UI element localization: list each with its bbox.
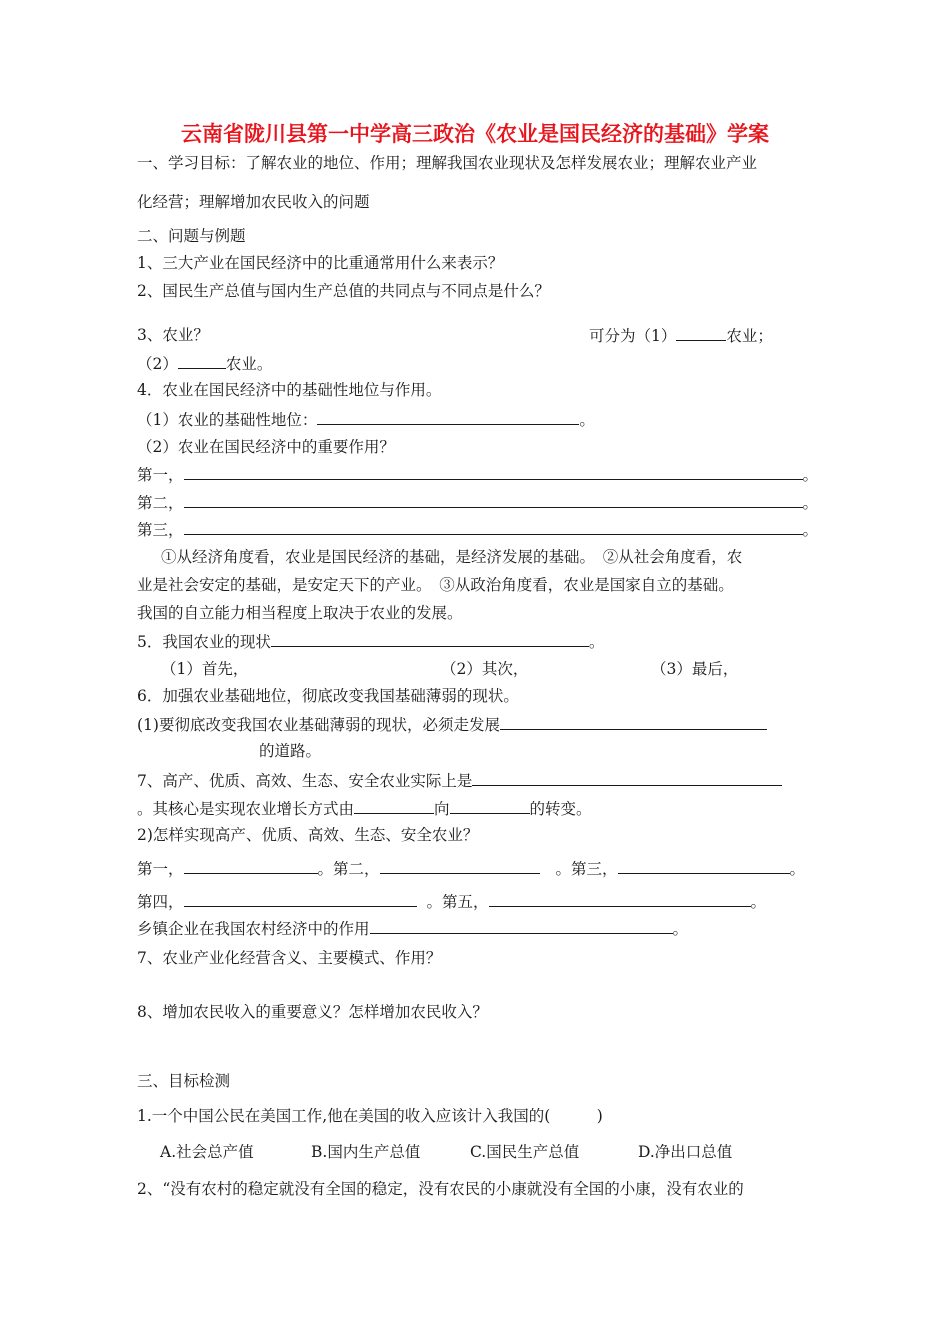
fill-blank[interactable] [184, 891, 417, 907]
fill-blank[interactable] [184, 858, 318, 874]
text: 5．我国农业的现状 [137, 633, 271, 651]
objectives-line-2: 化经营；理解增加农民收入的问题 [137, 193, 370, 211]
explanation-line-2: 业是社会安定的基础，是安定天下的产业。 ③从政治角度看，农业是国家自立的基础。 [137, 576, 734, 594]
option-a[interactable]: A.社会总产值 [160, 1143, 254, 1161]
text: 。第五， [426, 893, 489, 911]
test-question-1: 1.一个中国公民在美国工作,他在美国的收入应该计入我国的( ) [137, 1107, 603, 1125]
text: 。 [802, 466, 819, 484]
township-enterprise [137, 918, 688, 939]
objectives-line-1: 一、学习目标：了解农业的地位、作用；理解我国农业现状及怎样发展农业；理解农业产业 [137, 154, 758, 172]
text: 农业； [726, 327, 773, 345]
role-third [137, 519, 818, 540]
text: 7、高产、优质、高效、生态、安全农业实际上是 [137, 772, 473, 790]
text: （1）农业的基础性地位： [137, 411, 318, 429]
text: 第四， [137, 893, 184, 911]
question-7-core [137, 798, 592, 819]
text: 可分为（1） [589, 327, 677, 345]
question-7-industrialization: 7、农业产业化经营含义、主要模式、作用？ [137, 949, 442, 967]
approach-row-2 [137, 891, 766, 912]
fill-blank[interactable] [676, 325, 726, 341]
question-1: 1、三大产业在国民经济中的比重通常用什么来表示？ [137, 254, 504, 272]
text: 。 [802, 521, 819, 539]
question-6-1-end: 的道路。 [259, 742, 322, 760]
question-7-2: 2)怎样实现高产、优质、高效、生态、安全农业？ [137, 826, 479, 844]
approach-row-1 [137, 858, 805, 879]
question-6: 6．加强农业基础地位，彻底改变我国基础薄弱的现状。 [137, 687, 519, 705]
question-3-classification [589, 325, 773, 346]
text: 。 [802, 494, 819, 512]
fill-blank[interactable] [354, 798, 434, 814]
question-4-1 [137, 409, 595, 430]
question-5-3: （3）最后， [651, 660, 739, 678]
question-5-1: （1）首先， [161, 660, 249, 678]
fill-blank[interactable] [489, 891, 751, 907]
document-title: 云南省陇川县第一中学高三政治《农业是国民经济的基础》学案 [181, 122, 769, 146]
question-8: 8、增加农民收入的重要意义？怎样增加农民收入？ [137, 1003, 488, 1021]
text: 。 [750, 893, 767, 911]
question-6-1 [137, 714, 767, 735]
text: 第三， [137, 521, 184, 539]
text: 乡镇企业在我国农村经济中的作用 [137, 920, 370, 938]
fill-blank[interactable] [317, 409, 579, 425]
fill-blank[interactable] [450, 798, 530, 814]
text: 。第三， [555, 860, 618, 878]
question-3-line-2 [137, 353, 272, 374]
text: 第二， [137, 494, 184, 512]
question-2: 2、国民生产总值与国内生产总值的共同点与不同点是什么？ [137, 282, 550, 300]
option-c[interactable]: C.国民生产总值 [470, 1143, 580, 1161]
question-7 [137, 770, 782, 791]
text: 。 [588, 633, 605, 651]
explanation-line-1: ①从经济角度看，农业是国民经济的基础，是经济发展的基础。 ②从社会角度看，农 [161, 548, 743, 566]
fill-blank[interactable] [370, 918, 673, 934]
fill-blank[interactable] [618, 858, 790, 874]
text: (1)要彻底改变我国农业基础薄弱的现状，必须走发展 [137, 716, 500, 734]
question-4: 4．农业在国民经济中的基础性地位与作用。 [137, 381, 442, 399]
fill-blank[interactable] [500, 714, 767, 730]
text: 。其核心是实现农业增长方式由 [137, 800, 355, 818]
question-4-2: （2）农业在国民经济中的重要作用？ [137, 438, 395, 456]
fill-blank[interactable] [472, 770, 782, 786]
question-5-2: （2）其次， [441, 660, 529, 678]
section-3-heading: 三、目标检测 [137, 1072, 231, 1090]
text: 。 [672, 920, 689, 938]
text: 。 [789, 860, 806, 878]
explanation-line-3: 我国的自立能力相当程度上取决于农业的发展。 [137, 604, 463, 622]
fill-blank[interactable] [184, 492, 803, 508]
question-5 [137, 631, 604, 652]
fill-blank[interactable] [380, 858, 540, 874]
text: （2） [137, 355, 178, 373]
fill-blank[interactable] [271, 631, 589, 647]
text: 。第二， [317, 860, 380, 878]
question-3: 3、农业？ [137, 326, 209, 344]
text: 。 [579, 411, 595, 429]
text: 的转变。 [529, 800, 592, 818]
section-2-heading: 二、问题与例题 [137, 227, 246, 245]
option-b[interactable]: B.国内生产总值 [311, 1143, 421, 1161]
test-question-2: 2、“没有农村的稳定就没有全国的稳定，没有农民的小康就没有全国的小康，没有农业的 [137, 1180, 744, 1198]
text: 农业。 [225, 355, 273, 373]
fill-blank[interactable] [178, 353, 226, 369]
role-second [137, 492, 818, 513]
text: 向 [434, 800, 450, 818]
option-d[interactable]: D.净出口总值 [638, 1143, 733, 1161]
text: 第一， [137, 860, 184, 878]
fill-blank[interactable] [184, 464, 803, 480]
text: 第一， [137, 466, 184, 484]
role-first [137, 464, 818, 485]
fill-blank[interactable] [184, 519, 803, 535]
